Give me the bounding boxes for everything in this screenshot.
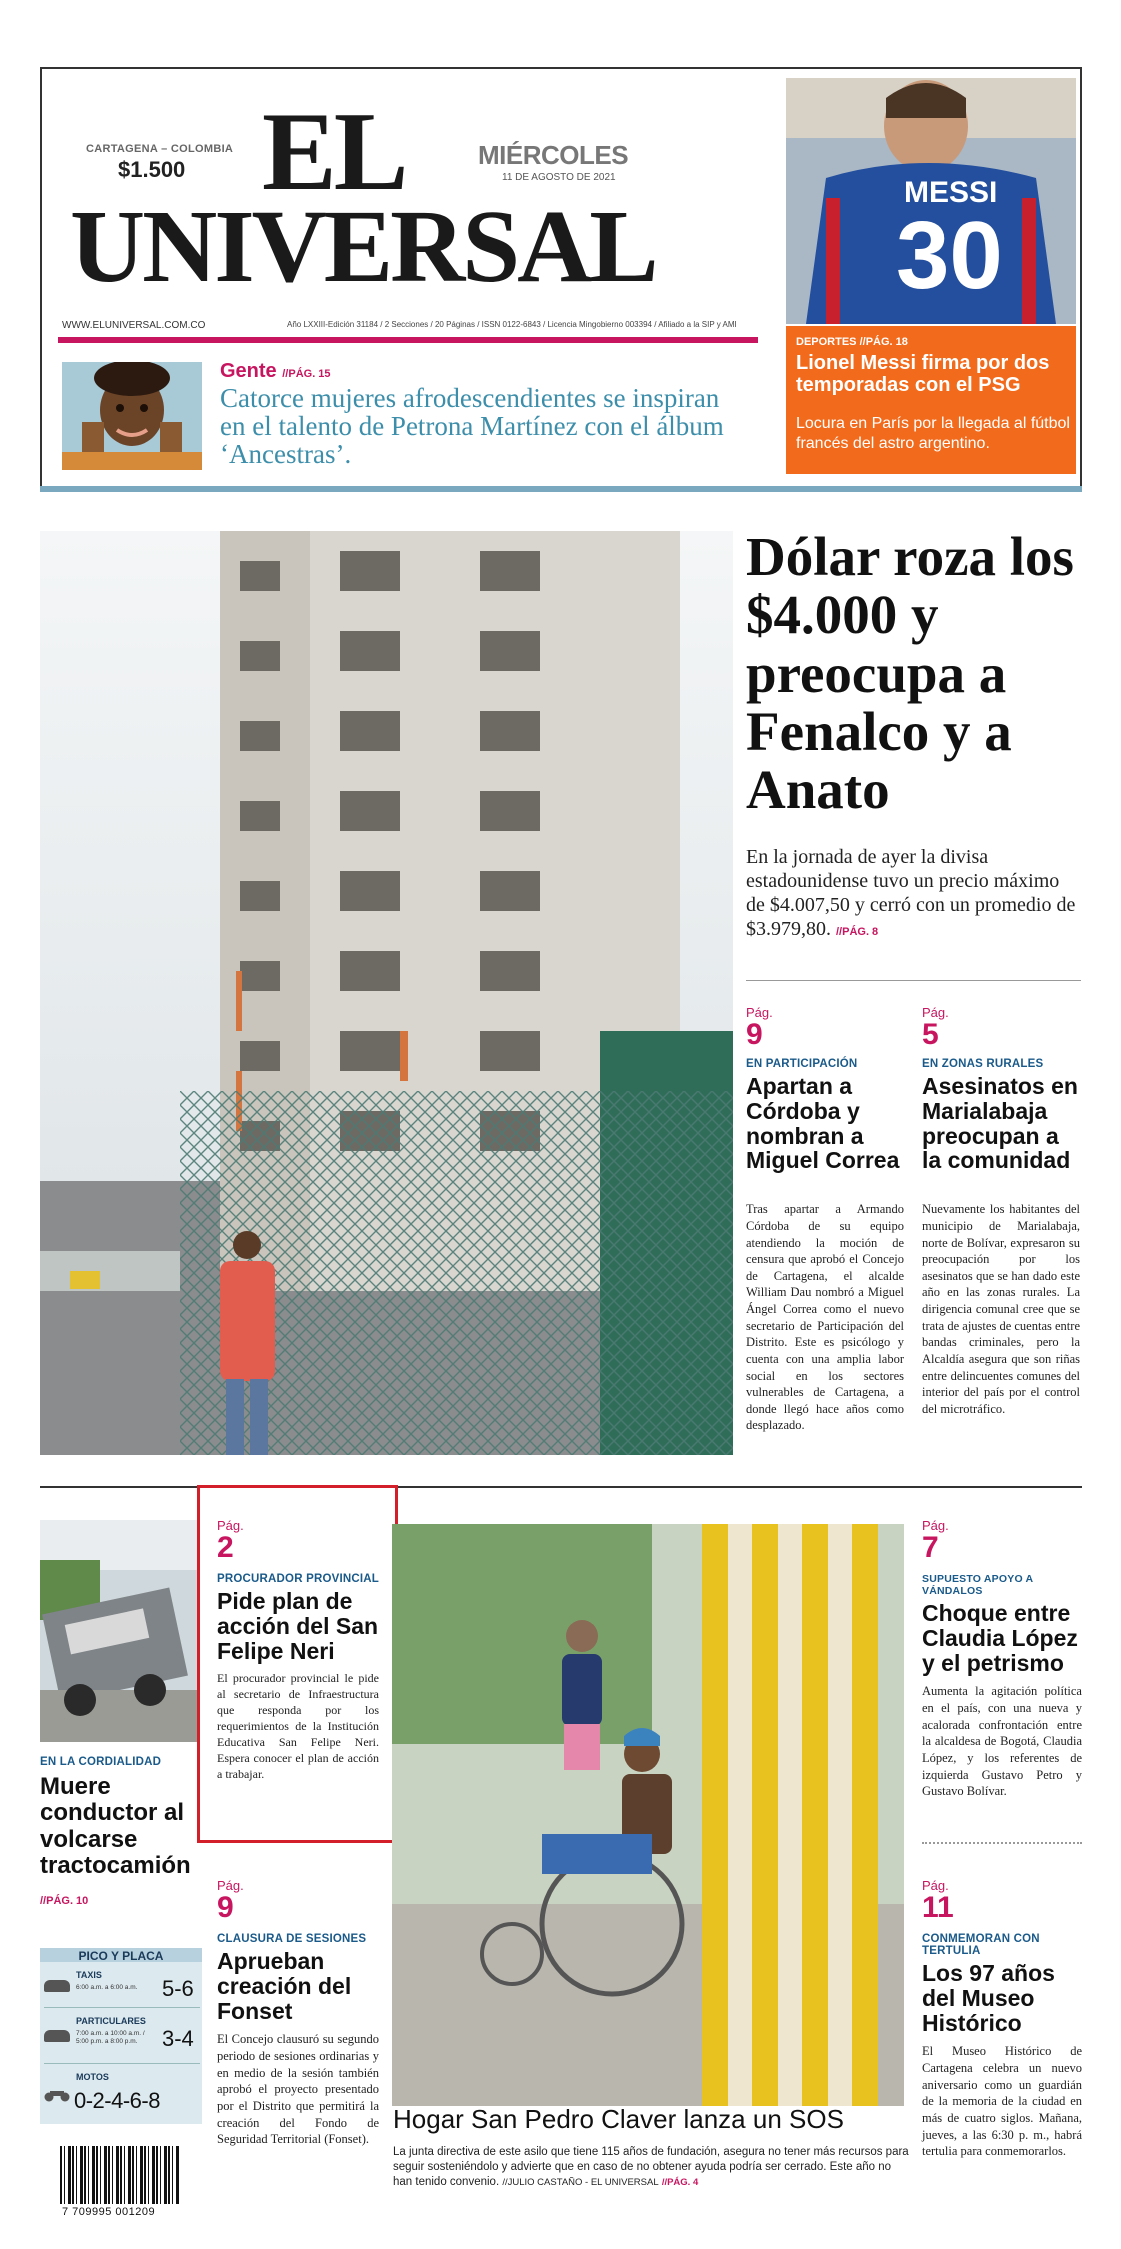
hogar-body-text: La junta directiva de este asilo que tiene 115 años de fundación, asegura no tener más recursos para seguir sosteniéndolo y advierte que en caso de no obtener ayuda podría ser cerrado. Este año no han tenido convenio. — [393, 2146, 909, 2188]
masthead-date: 11 DE AGOSTO DE 2021 — [502, 172, 616, 183]
museo-kicker: CONMEMORAN CON TERTULIA — [922, 1933, 1040, 1957]
fonset-kicker: CLAUSURA DE SESIONES — [217, 1933, 367, 1945]
museo-pag-label: Pág. — [922, 1878, 949, 1893]
fonset-body: El Concejo clausuró su segundo periodo de sesiones ordinarias y en medio de la sesión también aprobó el proyecto presentado por el Distrito que permitirá la creación del Fondo de Seguridad Territorial (Fonset). — [217, 2032, 379, 2147]
dolar-body-text: En la jornada de ayer la divisa estadounidense tuvo un precio máximo de $4.007,50 y cerró con un promedio de $3.979,80. — [746, 846, 1076, 940]
sports-section — [796, 336, 908, 348]
story-cordoba[interactable] — [746, 1005, 904, 1434]
particulares-label: PARTICULARES — [76, 2016, 146, 2026]
choque-pag-num[interactable]: 7 — [922, 1531, 939, 1564]
story-fonset[interactable] — [217, 1878, 379, 2148]
choque-body: Aumenta la agitación política en el país, con una nueva y acalorada confrontación entre la alcaldesa de Bogotá, Claudia López, y los referentes de izquierda Gustavo Petro y Gustavo Bolívar. — [922, 1684, 1082, 1799]
marialabaja-body: Nuevamente los habitantes del municipio de Marialabaja, norte de Bolívar, expresaron su preocupación por los asesinatos que se han dado este año en las zonas rurales. La dirigencia comunal cree que se trata de ajustes de cuentas entre bandas criminales, pero la Alcaldía asegura que son riñas entre delincuentes comunes del interior del país por el control del microtráfico. — [922, 1202, 1080, 1416]
dolar-headline[interactable]: Dólar roza los $4.000 y preocupa a Fenalco y a Anato — [746, 526, 1074, 821]
sanfelipe-headline[interactable]: Pide plan de acción del San Felipe Neri — [217, 1588, 379, 1664]
pico-row-particulares — [44, 2012, 200, 2064]
sports-section-label: DEPORTES — [796, 336, 857, 348]
masthead-location: CARTAGENA – COLOMBIA — [86, 143, 234, 155]
story-marialabaja[interactable] — [922, 1005, 1080, 1417]
messi-photo — [786, 78, 1076, 324]
taxis-hours: 6:00 a.m. a 6:00 a.m. — [76, 1984, 138, 1991]
masthead-red-rule — [58, 337, 758, 343]
conductor-page[interactable]: //PÁG. 10 — [40, 1895, 89, 1907]
fonset-pag-num[interactable]: 9 — [217, 1891, 234, 1924]
dolar-body — [746, 845, 1081, 941]
truck-photo — [40, 1520, 198, 1742]
hogar-credit: //JULIO CASTAÑO - EL UNIVERSAL — [502, 2176, 659, 2188]
sports-headline[interactable]: Lionel Messi firma por dos temporadas con el PSG — [796, 352, 1050, 397]
hogar-page[interactable]: //PÁG. 4 — [661, 2176, 699, 2188]
cordoba-headline[interactable]: Apartan a Córdoba y nombran a Miguel Correa — [746, 1073, 900, 1174]
cordoba-pag-num[interactable]: 9 — [746, 1018, 763, 1051]
car-icon — [44, 1980, 70, 1992]
barcode-number: 7 709995 001209 — [62, 2206, 156, 2218]
pico-placa-title: PICO Y PLACA — [78, 1949, 164, 1963]
jersey-number: 30 — [896, 202, 1003, 309]
gente-page[interactable]: //PÁG. 15 — [282, 368, 331, 380]
gente-photo — [62, 362, 202, 470]
masthead-weekday: MIÉRCOLES — [478, 140, 629, 170]
masthead-website[interactable]: WWW.ELUNIVERSAL.COM.CO — [62, 320, 206, 331]
masthead-name-line1: EL — [262, 90, 406, 214]
story-choque[interactable] — [922, 1518, 1082, 1800]
museo-pag-num[interactable]: 11 — [922, 1891, 954, 1924]
gente-section — [220, 360, 331, 383]
particulares-digits: 3-4 — [162, 2026, 194, 2051]
masthead-name-line2: UNIVERSAL — [70, 189, 656, 304]
pico-row-motos — [44, 2068, 200, 2120]
building-illustration — [40, 531, 733, 1455]
gente-headline[interactable]: Catorce mujeres afrodescendientes se inspiran en el talento de Petrona Martínez con el álbum ‘Ancestras’. — [220, 383, 724, 469]
museo-headline[interactable]: Los 97 años del Museo Histórico — [922, 1960, 1055, 2036]
choque-headline[interactable]: Choque entre Claudia López y el petrismo — [922, 1600, 1078, 1676]
hogar-body — [393, 2145, 913, 2190]
masthead-imprint: Año LXXIII-Edición 31184 / 2 Secciones / 20 Páginas / ISSN 0122-6843 / Licencia Mingobierno 003394 / Afiliado a la SIP y AMI — [287, 320, 737, 329]
hogar-photo — [392, 1524, 904, 2106]
sports-deck: Locura en París por la llegada al fútbol francés del astro argentino. — [796, 415, 1070, 452]
taxis-label: TAXIS — [76, 1970, 102, 1980]
choque-pag-label: Pág. — [922, 1518, 949, 1533]
hogar-illustration — [392, 1524, 904, 2106]
pico-row-taxis — [44, 1968, 200, 2008]
gente-section-label: Gente — [220, 360, 277, 382]
sanfelipe-kicker: PROCURADOR PROVINCIAL — [217, 1573, 380, 1585]
cordoba-body: Tras apartar a Armando Córdoba de su equipo atendiendo la moción de censura que aprobó el Concejo de Cartagena, el alcalde William Dau nombró a Miguel Ángel Correa como el nuevo secretario de Participación del Distrito. Este es psicólogo y cuenta con una amplia labor social en los sectores vulnerables de Cartagena, a donde llegó hace años como desplazado. — [746, 1202, 904, 1433]
fonset-pag-label: Pág. — [217, 1878, 244, 1893]
choque-divider — [922, 1842, 1082, 1847]
museo-body: El Museo Histórico de Cartagena celebra un nuevo aniversario como un guardián de la memoria de la ciudad en más de cuatro siglos. Mañana, jueves, a las 6:30 p. m., habrá tertulia para conmemorarlos. — [922, 2044, 1082, 2159]
story-museo[interactable] — [922, 1878, 1082, 2160]
motos-digits: 0-2-4-6-8 — [74, 2088, 160, 2113]
conductor-kicker: EN LA CORDIALIDAD — [40, 1756, 162, 1768]
fonset-headline[interactable]: Aprueban creación del Fonset — [217, 1948, 352, 2024]
sanfelipe-pag-label: Pág. — [217, 1518, 244, 1533]
sanfelipe-body: El procurador provincial le pide al secretario de Infraestructura que responda por los requerimientos de la Institución Educativa San Felipe Neri. Espera conocer el plan de acción a trabajar. — [217, 1671, 379, 1782]
truck-illustration — [40, 1520, 198, 1742]
story-sanfelipe[interactable] — [217, 1518, 379, 1783]
dolar-divider — [746, 980, 1081, 981]
conductor-headline[interactable]: Muere conductor al volcarse tractocamión — [40, 1773, 191, 1880]
dolar-page[interactable]: //PÁG. 8 — [836, 926, 879, 938]
sanfelipe-pag-num[interactable]: 2 — [217, 1531, 234, 1564]
choque-kicker: SUPUESTO APOYO A VÁNDALOS — [922, 1573, 1033, 1597]
car-icon — [44, 2030, 70, 2042]
marialabaja-pag-label: Pág. — [922, 1005, 949, 1020]
motorcycle-icon — [44, 2088, 70, 2102]
masthead-price: $1.500 — [118, 157, 186, 182]
motos-label: MOTOS — [76, 2072, 109, 2082]
marialabaja-pag-num[interactable]: 5 — [922, 1018, 939, 1051]
marialabaja-kicker: EN ZONAS RURALES — [922, 1058, 1044, 1070]
taxis-digits: 5-6 — [162, 1976, 194, 2001]
portrait-illustration — [62, 362, 202, 470]
cordoba-pag-label: Pág. — [746, 1005, 773, 1020]
jersey-name: MESSI — [904, 176, 998, 209]
marialabaja-headline[interactable]: Asesinatos en Marialabaja preocupan a la comunidad — [922, 1073, 1078, 1174]
aquarela-building-photo — [40, 531, 733, 1455]
barcode — [60, 2146, 180, 2204]
cordoba-kicker: EN PARTICIPACIÓN — [746, 1058, 858, 1070]
particulares-hours: 7:00 a.m. a 10:00 a.m. / 5:00 p.m. a 8:00 p.m. — [76, 2030, 145, 2046]
hogar-headline[interactable]: Hogar San Pedro Claver lanza un SOS — [393, 2104, 844, 2134]
masthead-bottom-rule — [40, 486, 1082, 492]
sports-page[interactable]: //PÁG. 18 — [859, 336, 908, 348]
